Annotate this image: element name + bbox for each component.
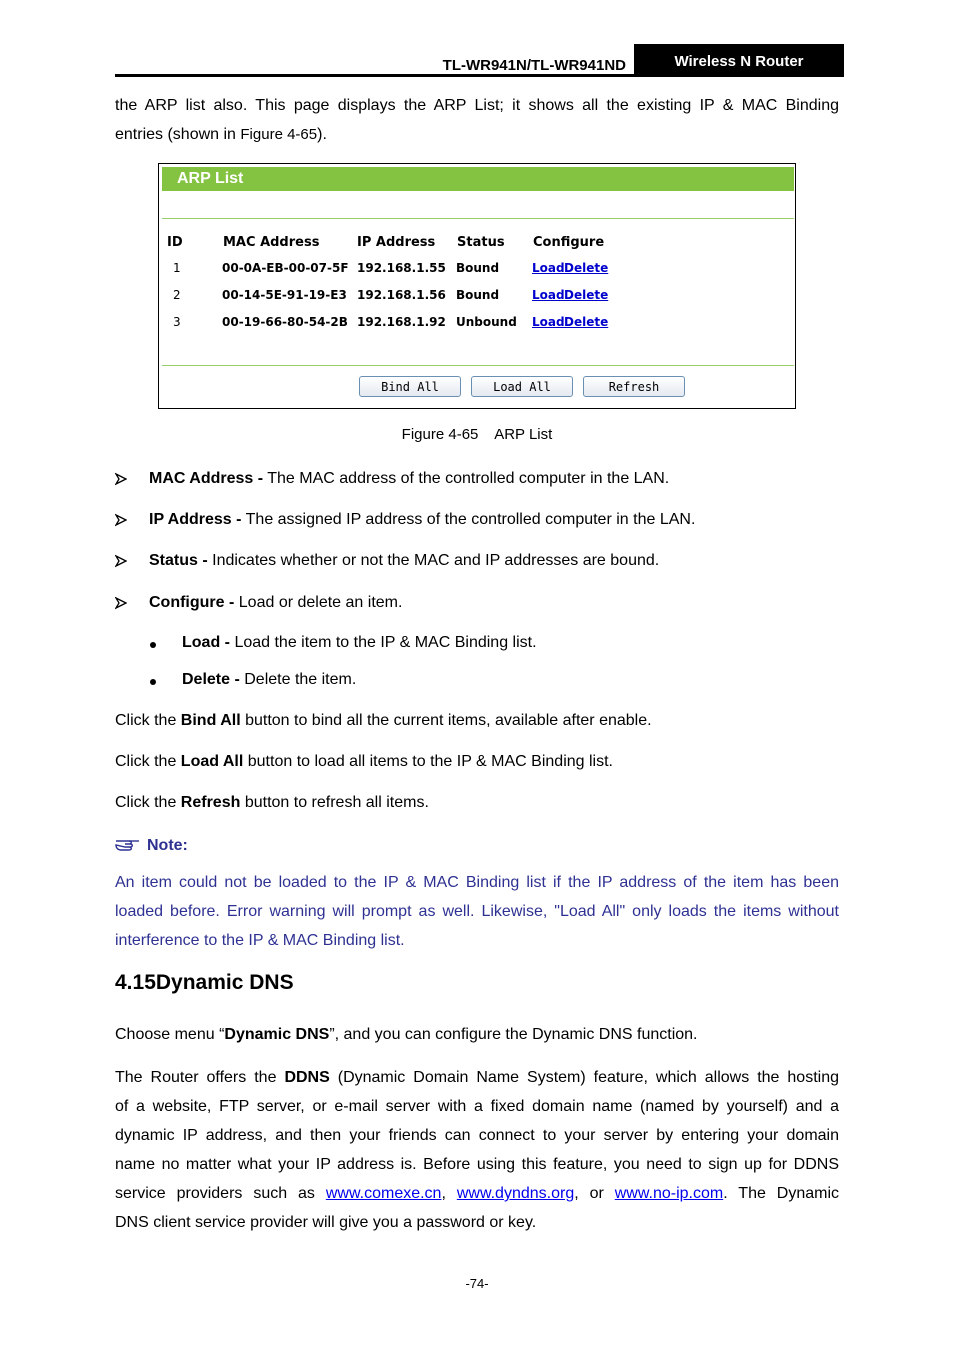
delete-link[interactable]: Delete xyxy=(564,315,609,329)
bind-all-button[interactable]: Bind All xyxy=(359,376,461,397)
product-tab: Wireless N Router xyxy=(634,44,844,77)
row-status: Unbound xyxy=(456,315,517,329)
divider xyxy=(162,218,794,219)
click-load-all: Click the Load All button to load all items to the IP & MAC Binding list. xyxy=(115,753,613,770)
note-heading: Note: xyxy=(115,836,188,855)
header-rule xyxy=(115,74,844,77)
load-link[interactable]: Load xyxy=(532,315,565,329)
arrow-bullet-icon xyxy=(115,593,127,613)
click-refresh: Click the Refresh button to refresh all items. xyxy=(115,794,429,811)
choose-menu-line: Choose menu “Dynamic DNS”, and you can configure the Dynamic DNS function. xyxy=(115,1026,698,1043)
row-ip: 192.168.1.55 xyxy=(357,261,446,275)
model-name: TL-WR941N/TL-WR941ND xyxy=(442,57,626,74)
column-header-mac: MAC Address xyxy=(223,235,320,250)
refresh-button[interactable]: Refresh xyxy=(583,376,685,397)
row-id: 3 xyxy=(173,315,181,329)
load-all-button[interactable]: Load All xyxy=(471,376,573,397)
load-link[interactable]: Load xyxy=(532,288,565,302)
sub-bullet-load: Load - Load the item to the IP & MAC Binding list. xyxy=(182,634,537,651)
dot-bullet-icon xyxy=(150,642,156,648)
row-mac: 00-19-66-80-54-2B xyxy=(222,315,348,329)
link-no-ip[interactable]: www.no-ip.com xyxy=(614,1185,724,1202)
column-header-status: Status xyxy=(457,235,505,250)
divider xyxy=(162,365,794,366)
arrow-bullet-icon xyxy=(115,510,127,530)
intro-paragraph xyxy=(115,91,839,149)
row-mac: 00-0A-EB-00-07-5F xyxy=(222,261,349,275)
row-mac: 00-14-5E-91-19-E3 xyxy=(222,288,347,302)
column-header-ip: IP Address xyxy=(357,235,436,250)
intro-line-1: the ARP list also. This page displays the ARP List; it shows all the existing IP & MAC Binding xyxy=(115,97,839,114)
row-id: 1 xyxy=(173,261,181,275)
arrow-bullet-icon xyxy=(115,551,127,571)
page-header xyxy=(115,44,844,77)
row-ip: 192.168.1.56 xyxy=(357,288,446,302)
arrow-bullet-icon xyxy=(115,469,127,489)
column-header-id: ID xyxy=(167,235,183,250)
arp-list-title: ARP List xyxy=(162,167,794,191)
delete-link[interactable]: Delete xyxy=(564,288,609,302)
ddns-paragraph: The Router offers the DDNS (Dynamic Domain Name System) feature, which allows the hosting of a website, FTP server, or e-mail server with a fixed domain name (named by yourself) and a dynamic IP address, and then your friends can connect to your server by entering your domain name no matter what your IP address is. Before using this feature, you need to sign up for DDNS service providers such as www.comexe.cn, www.dyndns.org, or www.no-ip.com. The Dynamic DNS client service provider will give you a password or key. xyxy=(115,1069,840,1231)
delete-link[interactable]: Delete xyxy=(564,261,609,275)
pointing-hand-icon xyxy=(115,836,141,852)
section-heading: 4.15Dynamic DNS xyxy=(115,971,294,994)
row-status: Bound xyxy=(456,288,500,302)
load-link[interactable]: Load xyxy=(532,261,565,275)
intro-line-2: entries (shown in Figure 4-65). xyxy=(115,126,327,143)
link-comexe[interactable]: www.comexe.cn xyxy=(325,1185,442,1202)
arp-list-figure xyxy=(158,163,796,409)
sub-bullet-delete: Delete - Delete the item. xyxy=(182,671,357,688)
row-status: Bound xyxy=(456,261,500,275)
figure-caption: Figure 4-65 ARP List xyxy=(401,426,553,443)
row-ip: 192.168.1.92 xyxy=(357,315,446,329)
column-header-configure: Configure xyxy=(533,235,605,250)
row-id: 2 xyxy=(173,288,181,302)
link-dyndns[interactable]: www.dyndns.org xyxy=(456,1185,575,1202)
click-bind-all: Click the Bind All button to bind all the current items, available after enable. xyxy=(115,712,652,729)
note-body: An item could not be loaded to the IP & MAC Binding list if the IP address of the item has been loaded before. Error warning will prompt as well. Likewise, "Load All" only loads the items without interference to the IP & MAC Binding list. xyxy=(115,874,839,949)
dot-bullet-icon xyxy=(150,679,156,685)
page-number: -74- xyxy=(465,1276,489,1291)
